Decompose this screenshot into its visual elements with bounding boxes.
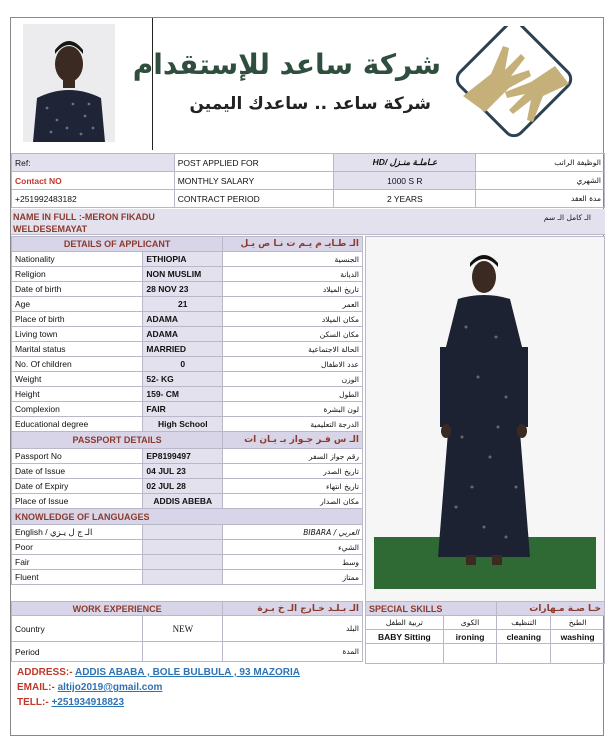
contract-label: CONTRACT PERIOD: [174, 190, 334, 208]
post-label: POST APPLIED FOR: [174, 154, 334, 172]
passport-label-ar: رقم جواز السفر: [223, 449, 363, 464]
detail-label: Nationality: [12, 252, 143, 267]
detail-label-ar: عدد الاطفال: [223, 357, 363, 372]
contract-label-ar: مدة العقد: [476, 190, 605, 208]
arabic-label: العربي / BIBARA: [223, 525, 363, 540]
passport-value: 04 JUL 23: [143, 464, 223, 479]
detail-row: [12, 252, 363, 267]
period-label: Period: [12, 642, 143, 662]
salary-label: MONTHLY SALARY: [174, 172, 334, 190]
english-label: English / الـ ج ل يـزي: [12, 525, 143, 540]
country-label: Country: [12, 616, 143, 642]
passport-label: Place of Issue: [12, 494, 143, 509]
passport-label-ar: تاريخ الصدر: [223, 464, 363, 479]
language-value: [143, 555, 223, 570]
detail-value: ADAMA: [143, 327, 223, 342]
detail-row: [12, 327, 363, 342]
skill-cell: [443, 644, 497, 664]
passport-row: [12, 479, 363, 494]
skill-cell: [497, 644, 551, 664]
company-name: شركة ساعد للإستقدام: [132, 48, 441, 81]
detail-row: [12, 267, 363, 282]
applicant-table: [11, 236, 363, 585]
skills-table: [365, 601, 605, 664]
language-row: [12, 570, 363, 585]
detail-label: Date of birth: [12, 282, 143, 297]
address-line: [17, 667, 300, 678]
detail-label: No. Of children: [12, 357, 143, 372]
header-photo: [23, 24, 115, 142]
period-value: [143, 642, 223, 662]
skill-label: washing: [551, 630, 605, 644]
detail-label-ar: الديانة: [223, 267, 363, 282]
passport-label: Passport No: [12, 449, 143, 464]
passport-header: PASSPORT DETAILS: [12, 432, 223, 449]
full-body-photo: [365, 236, 605, 610]
phone-number: +251992483182: [12, 190, 175, 208]
detail-label-ar: مكان السكن: [223, 327, 363, 342]
passport-value: ADDIS ABEBA: [143, 494, 223, 509]
address-value: ADDIS ABABA , BOLE BULBULA , 93 MAZORIA: [74, 667, 300, 678]
detail-label-ar: لون البشرة: [223, 402, 363, 417]
skills-header-ar: خـا صـة مـهارات: [497, 602, 605, 616]
detail-label: Educational degree: [12, 417, 143, 432]
passport-row: [12, 464, 363, 479]
detail-label: Living town: [12, 327, 143, 342]
language-label: Fair: [12, 555, 143, 570]
detail-value: MARRIED: [143, 342, 223, 357]
company-slogan: شركة ساعد .. ساعدك اليمين: [189, 94, 431, 114]
language-label-ar: الشيء: [223, 540, 363, 555]
post-value: HD/ عـاملـة منـزل: [334, 154, 476, 172]
country-label-ar: البلد: [223, 616, 363, 642]
skill-label: BABY Sitting: [366, 630, 444, 644]
applicant-header-ar: الـ طـايـ م يـم ت نـا ص يـل: [223, 237, 363, 252]
languages-header: KNOWLEDGE OF LANGUAGES: [12, 509, 363, 525]
country-value: NEW: [143, 616, 223, 642]
detail-value: 0: [143, 357, 223, 372]
email-link[interactable]: altijo2019@gmail.com: [57, 682, 163, 693]
email-label: EMAIL:-: [17, 682, 55, 693]
language-value: [143, 570, 223, 585]
work-header: WORK EXPERIENCE: [12, 602, 223, 616]
passport-label-ar: مكان الصدار: [223, 494, 363, 509]
detail-label: Marital status: [12, 342, 143, 357]
detail-value: 28 NOV 23: [143, 282, 223, 297]
detail-row: [12, 387, 363, 402]
header-divider: [152, 18, 153, 150]
tell-line: [17, 697, 124, 708]
skills-header: SPECIAL SKILLS: [366, 602, 497, 616]
detail-value: 159- CM: [143, 387, 223, 402]
detail-value: High School: [143, 417, 223, 432]
language-label: Fluent: [12, 570, 143, 585]
detail-value: 21: [143, 297, 223, 312]
english-level: [143, 525, 223, 540]
detail-value: ADAMA: [143, 312, 223, 327]
detail-label: Weight: [12, 372, 143, 387]
contact-label: Contact NO: [12, 172, 175, 190]
company-name-block: [132, 28, 461, 148]
passport-header-ar: الـ س فـر جـواز بـ يـان ات: [223, 432, 363, 449]
language-label: Poor: [12, 540, 143, 555]
work-table: [11, 601, 363, 662]
detail-label-ar: الوزن: [223, 372, 363, 387]
detail-row: [12, 402, 363, 417]
detail-row: [12, 417, 363, 432]
detail-label-ar: مكان الميلاد: [223, 312, 363, 327]
detail-value: 52- KG: [143, 372, 223, 387]
language-value: [143, 540, 223, 555]
company-logo: [451, 26, 581, 146]
language-label-ar: وسط: [223, 555, 363, 570]
detail-label-ar: الطول: [223, 387, 363, 402]
detail-label: Height: [12, 387, 143, 402]
full-name: NAME IN FULL :-MERON FIKADU WELDESEMAYAT: [13, 212, 155, 234]
cv-sheet: [10, 17, 604, 736]
detail-label: Complexion: [12, 402, 143, 417]
email-line: [17, 682, 162, 693]
skill-label: cleaning: [497, 630, 551, 644]
detail-value: FAIR: [143, 402, 223, 417]
detail-label: Religion: [12, 267, 143, 282]
skill-cell: [551, 644, 605, 664]
period-label-ar: المدة: [223, 642, 363, 662]
detail-row: [12, 372, 363, 387]
language-row: [12, 540, 363, 555]
detail-label-ar: العمر: [223, 297, 363, 312]
detail-value: NON MUSLIM: [143, 267, 223, 282]
skill-label-ar: تربية الطفل: [366, 616, 444, 630]
detail-row: [12, 357, 363, 372]
detail-value: ETHIOPIA: [143, 252, 223, 267]
passport-label: Date of Expiry: [12, 479, 143, 494]
detail-label: Age: [12, 297, 143, 312]
skill-label-ar: الكوى: [443, 616, 497, 630]
ref-label: Ref:: [12, 154, 175, 172]
skill-label: ironing: [443, 630, 497, 644]
skill-cell: [366, 644, 444, 664]
work-header-ar: الـ بـلـد خـارج الـ خ بـرة: [223, 602, 363, 616]
passport-label-ar: تاريخ انتهاء: [223, 479, 363, 494]
applicant-header: DETAILS OF APPLICANT: [12, 237, 223, 252]
skill-label-ar: التنظيف: [497, 616, 551, 630]
name-row: [11, 209, 605, 235]
passport-row: [12, 494, 363, 509]
passport-value: 02 JUL 28: [143, 479, 223, 494]
detail-row: [12, 342, 363, 357]
passport-value: EP8199497: [143, 449, 223, 464]
top-info-table: [11, 153, 605, 208]
detail-row: [12, 312, 363, 327]
tell-label: TELL:-: [17, 697, 49, 708]
tell-link[interactable]: +251934918823: [51, 697, 125, 708]
salary-value: 1000 S R: [334, 172, 476, 190]
language-label-ar: ممتاز: [223, 570, 363, 585]
language-row: [12, 555, 363, 570]
detail-label-ar: الحالة الاجتماعية: [223, 342, 363, 357]
detail-label-ar: الدرجة التعليمية: [223, 417, 363, 432]
salary-label-ar: الشهري: [476, 172, 605, 190]
detail-label: Place of birth: [12, 312, 143, 327]
post-label-ar: الوظيفة الراتب: [476, 154, 605, 172]
contract-value: 2 YEARS: [334, 190, 476, 208]
detail-label-ar: تاريخ الميلاد: [223, 282, 363, 297]
detail-row: [12, 297, 363, 312]
detail-row: [12, 282, 363, 297]
full-name-ar: الـ كامل الـ سم: [543, 213, 591, 222]
detail-label-ar: الجنسية: [223, 252, 363, 267]
address-label: ADDRESS:-: [17, 667, 73, 678]
skill-label-ar: الطبخ: [551, 616, 605, 630]
passport-label: Date of Issue: [12, 464, 143, 479]
passport-row: [12, 449, 363, 464]
